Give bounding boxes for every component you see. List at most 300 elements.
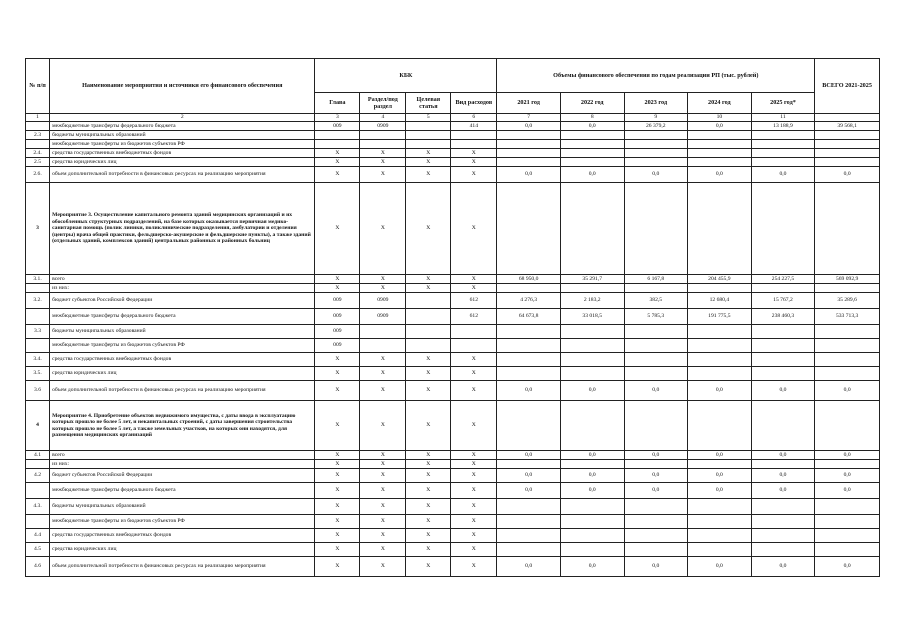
kbk-cell: Х <box>451 451 497 460</box>
kbk-cell: Х <box>406 460 451 469</box>
column-number: 4 <box>360 114 406 122</box>
value-cell: 0,0 <box>751 167 815 183</box>
kbk-cell: Х <box>406 284 451 293</box>
table-row <box>26 401 880 451</box>
row-name: из них: <box>50 460 315 469</box>
value-cell: 4 276,3 <box>497 293 561 309</box>
column-number: 7 <box>497 114 561 122</box>
table-row <box>26 325 880 339</box>
value-cell: 0,0 <box>815 451 880 460</box>
kbk-cell: Х <box>360 167 406 183</box>
value-cell <box>560 499 624 515</box>
value-cell: 533 713,3 <box>815 309 880 325</box>
kbk-cell: Х <box>406 543 451 557</box>
table-row <box>26 284 880 293</box>
kbk-cell: Х <box>315 515 360 529</box>
row-name: межбюджетные трансферты федерального бюджета <box>50 309 315 325</box>
value-cell <box>688 353 752 367</box>
table-row <box>26 275 880 284</box>
value-cell: 6 167,8 <box>624 275 688 284</box>
value-cell <box>815 158 880 167</box>
value-cell <box>497 158 561 167</box>
row-number: 2.6. <box>26 167 50 183</box>
kbk-cell: Х <box>315 381 360 401</box>
kbk-cell: Х <box>315 529 360 543</box>
value-cell <box>751 460 815 469</box>
value-cell: 0,0 <box>751 483 815 499</box>
kbk-cell <box>406 339 451 353</box>
kbk-cell: Х <box>360 557 406 577</box>
row-number: 4 <box>26 401 50 451</box>
value-cell: 0,0 <box>815 167 880 183</box>
value-cell <box>624 401 688 451</box>
value-cell <box>751 515 815 529</box>
value-cell: 0,0 <box>560 469 624 483</box>
row-name: объем дополнительной потребности в финансовых ресурсах на реализацию мероприятия <box>50 381 315 401</box>
value-cell <box>497 284 561 293</box>
kbk-cell: Х <box>406 469 451 483</box>
value-cell: 0,0 <box>624 557 688 577</box>
kbk-cell: Х <box>360 469 406 483</box>
kbk-cell: Х <box>451 284 497 293</box>
row-number <box>26 483 50 499</box>
value-cell: 0,0 <box>560 483 624 499</box>
value-cell <box>751 339 815 353</box>
row-name: межбюджетные трансферты из бюджетов субъектов РФ <box>50 339 315 353</box>
value-cell: 12 680,4 <box>688 293 752 309</box>
column-number: 3 <box>315 114 360 122</box>
value-cell <box>751 183 815 275</box>
kbk-cell: Х <box>360 499 406 515</box>
row-name: бюджеты муниципальных образований <box>50 499 315 515</box>
value-cell <box>497 543 561 557</box>
value-cell: 0,0 <box>624 483 688 499</box>
value-cell <box>815 460 880 469</box>
value-cell <box>560 515 624 529</box>
kbk-col-header: Целевая статья <box>406 93 451 114</box>
kbk-cell: Х <box>406 183 451 275</box>
kbk-cell: Х <box>360 381 406 401</box>
value-cell <box>815 529 880 543</box>
kbk-cell: Х <box>406 158 451 167</box>
value-cell: 0,0 <box>624 469 688 483</box>
kbk-cell: Х <box>406 515 451 529</box>
kbk-cell: Х <box>360 543 406 557</box>
value-cell: 0,0 <box>624 451 688 460</box>
kbk-cell: Х <box>315 483 360 499</box>
row-number: 4.6 <box>26 557 50 577</box>
value-cell <box>560 339 624 353</box>
kbk-cell: Х <box>451 460 497 469</box>
value-cell: 0,0 <box>497 483 561 499</box>
kbk-cell: Х <box>360 367 406 381</box>
kbk-cell: Х <box>315 149 360 158</box>
kbk-cell: Х <box>360 149 406 158</box>
value-cell <box>560 401 624 451</box>
value-cell: 0,0 <box>815 557 880 577</box>
column-number: 11 <box>751 114 815 122</box>
kbk-cell: Х <box>360 275 406 284</box>
kbk-col-header: Глава <box>315 93 360 114</box>
value-cell <box>497 131 561 140</box>
kbk-cell: 009 <box>315 293 360 309</box>
value-cell <box>560 158 624 167</box>
kbk-cell: 0909 <box>360 122 406 131</box>
kbk-cell: 612 <box>451 293 497 309</box>
value-cell: 33 018,5 <box>560 309 624 325</box>
row-number: 3.3 <box>26 325 50 339</box>
value-cell <box>688 140 752 149</box>
value-cell: 13 188,9 <box>751 122 815 131</box>
table-row <box>26 460 880 469</box>
value-cell <box>497 339 561 353</box>
value-cell: 0,0 <box>688 381 752 401</box>
column-number: 6 <box>451 114 497 122</box>
kbk-cell: Х <box>315 183 360 275</box>
kbk-cell: Х <box>315 499 360 515</box>
value-cell: 204 455,9 <box>688 275 752 284</box>
row-name: объем дополнительной потребности в финансовых ресурсах на реализацию мероприятия <box>50 557 315 577</box>
row-number: 4.3. <box>26 499 50 515</box>
kbk-cell: Х <box>451 499 497 515</box>
value-cell <box>624 183 688 275</box>
value-cell <box>815 149 880 158</box>
value-cell: 26 379,2 <box>624 122 688 131</box>
value-cell <box>624 339 688 353</box>
kbk-cell: Х <box>451 167 497 183</box>
volumes-header: Объемы финансового обеспечения по годам реализации РП (тыс. рублей) <box>497 59 815 93</box>
kbk-cell: Х <box>406 275 451 284</box>
value-cell <box>624 460 688 469</box>
value-cell <box>751 499 815 515</box>
value-cell <box>497 149 561 158</box>
value-cell: 0,0 <box>497 469 561 483</box>
kbk-cell <box>406 325 451 339</box>
table-row <box>26 167 880 183</box>
value-cell: 0,0 <box>497 451 561 460</box>
value-cell <box>815 367 880 381</box>
kbk-cell: Х <box>451 381 497 401</box>
kbk-cell <box>360 140 406 149</box>
table-row <box>26 339 880 353</box>
kbk-cell: Х <box>315 460 360 469</box>
value-cell: 0,0 <box>560 557 624 577</box>
row-number: 4.1 <box>26 451 50 460</box>
value-cell <box>815 325 880 339</box>
row-name: средства юридических лиц <box>50 543 315 557</box>
value-cell <box>688 367 752 381</box>
value-cell: 0,0 <box>688 469 752 483</box>
value-cell <box>751 353 815 367</box>
value-cell: 0,0 <box>688 483 752 499</box>
value-cell <box>560 140 624 149</box>
row-number <box>26 284 50 293</box>
kbk-cell: Х <box>315 167 360 183</box>
kbk-cell: Х <box>451 367 497 381</box>
value-cell: 2 183,2 <box>560 293 624 309</box>
table-row <box>26 367 880 381</box>
row-number: 3.2. <box>26 293 50 309</box>
value-cell <box>688 515 752 529</box>
kbk-cell: Х <box>360 401 406 451</box>
row-number <box>26 140 50 149</box>
kbk-cell: 009 <box>315 122 360 131</box>
row-name: межбюджетные трансферты из бюджетов субъектов РФ <box>50 515 315 529</box>
kbk-cell: Х <box>451 557 497 577</box>
kbk-cell: Х <box>406 381 451 401</box>
row-number <box>26 460 50 469</box>
value-cell <box>560 325 624 339</box>
value-cell <box>497 401 561 451</box>
value-cell <box>688 325 752 339</box>
kbk-cell: Х <box>406 353 451 367</box>
value-cell: 382,5 <box>624 293 688 309</box>
value-cell <box>751 543 815 557</box>
kbk-cell: Х <box>451 158 497 167</box>
value-cell <box>497 515 561 529</box>
value-cell <box>751 325 815 339</box>
kbk-cell: Х <box>360 483 406 499</box>
value-cell <box>751 401 815 451</box>
kbk-cell <box>406 309 451 325</box>
value-cell <box>688 529 752 543</box>
column-number: 2 <box>50 114 315 122</box>
kbk-cell <box>315 140 360 149</box>
row-name: бюджеты муниципальных образований <box>50 325 315 339</box>
value-cell <box>624 131 688 140</box>
table-row <box>26 469 880 483</box>
row-name: объем дополнительной потребности в финансовых ресурсах на реализацию мероприятия <box>50 167 315 183</box>
kbk-col-header: Вид расходов <box>451 93 497 114</box>
value-cell <box>560 284 624 293</box>
kbk-cell: 0909 <box>360 293 406 309</box>
year-header: 2024 год <box>688 93 752 114</box>
value-cell <box>560 183 624 275</box>
kbk-cell: Х <box>451 183 497 275</box>
kbk-cell: Х <box>406 167 451 183</box>
kbk-cell: Х <box>406 529 451 543</box>
kbk-cell: Х <box>451 149 497 158</box>
kbk-cell: 414 <box>451 122 497 131</box>
kbk-cell: Х <box>451 515 497 529</box>
table-row <box>26 149 880 158</box>
kbk-cell: Х <box>315 353 360 367</box>
value-cell: 0,0 <box>751 469 815 483</box>
table-row <box>26 515 880 529</box>
value-cell: 15 767,2 <box>751 293 815 309</box>
table-row <box>26 557 880 577</box>
kbk-cell: Х <box>315 469 360 483</box>
kbk-cell: 009 <box>315 309 360 325</box>
kbk-cell: Х <box>315 557 360 577</box>
value-cell: 0,0 <box>815 381 880 401</box>
table-row <box>26 158 880 167</box>
kbk-cell <box>315 131 360 140</box>
row-name: средства государственных внебюджетных фондов <box>50 149 315 158</box>
kbk-cell <box>406 293 451 309</box>
kbk-cell <box>451 339 497 353</box>
value-cell <box>815 401 880 451</box>
value-cell <box>688 284 752 293</box>
value-cell <box>688 339 752 353</box>
kbk-cell <box>360 131 406 140</box>
row-name: Мероприятие 3. Осуществление капитального ремонта зданий медицинских организаций и их обособленных структурных подразделений, на базе которых оказывается первичная медико-санитарная помощь (полик линики, поликлинические подразделения, амбулатории и отделения (центры) врача общей практики, фельдшерско-акушерские и фельдшерские пункты), а также зданий (отдельных зданий, комплексов зданий) центральных районных и районных больниц <box>50 183 315 275</box>
row-name: всего <box>50 451 315 460</box>
row-number: 3.1. <box>26 275 50 284</box>
row-name: межбюджетные трансферты федерального бюджета <box>50 483 315 499</box>
column-number: 10 <box>688 114 752 122</box>
kbk-cell: Х <box>451 529 497 543</box>
kbk-cell: Х <box>406 451 451 460</box>
value-cell: 0,0 <box>497 557 561 577</box>
kbk-cell: Х <box>360 460 406 469</box>
value-cell <box>624 284 688 293</box>
kbk-cell: Х <box>451 483 497 499</box>
value-cell <box>751 367 815 381</box>
kbk-cell: Х <box>315 401 360 451</box>
value-cell <box>560 353 624 367</box>
kbk-cell: Х <box>451 543 497 557</box>
value-cell <box>560 367 624 381</box>
value-cell: 68 950,0 <box>497 275 561 284</box>
row-number: 4.4 <box>26 529 50 543</box>
row-name: средства юридических лиц <box>50 158 315 167</box>
value-cell <box>497 183 561 275</box>
value-cell <box>497 367 561 381</box>
value-cell <box>815 140 880 149</box>
year-header: 2021 год <box>497 93 561 114</box>
table-row <box>26 353 880 367</box>
value-cell <box>497 460 561 469</box>
kbk-cell <box>451 131 497 140</box>
kbk-cell: Х <box>360 451 406 460</box>
value-cell <box>560 543 624 557</box>
row-number: 3.4. <box>26 353 50 367</box>
row-name: бюджет субъектов Российской Федерации <box>50 293 315 309</box>
kbk-cell <box>406 140 451 149</box>
kbk-cell: Х <box>406 401 451 451</box>
col-number-header: № п/п <box>26 59 50 114</box>
value-cell: 0,0 <box>815 469 880 483</box>
year-header: 2025 год* <box>751 93 815 114</box>
column-number: 5 <box>406 114 451 122</box>
value-cell: 64 673,8 <box>497 309 561 325</box>
kbk-cell: 009 <box>315 339 360 353</box>
kbk-cell <box>451 140 497 149</box>
kbk-cell <box>406 122 451 131</box>
kbk-cell: 0909 <box>360 309 406 325</box>
column-number <box>815 114 880 122</box>
value-cell <box>688 183 752 275</box>
value-cell: 238 460,3 <box>751 309 815 325</box>
value-cell <box>497 353 561 367</box>
table-row <box>26 451 880 460</box>
value-cell: 569 092,9 <box>815 275 880 284</box>
value-cell: 0,0 <box>751 451 815 460</box>
value-cell <box>688 131 752 140</box>
column-number: 8 <box>560 114 624 122</box>
row-name: межбюджетные трансферты из бюджетов субъектов РФ <box>50 140 315 149</box>
kbk-cell: Х <box>451 275 497 284</box>
table-row <box>26 140 880 149</box>
table-row <box>26 131 880 140</box>
kbk-cell: Х <box>360 183 406 275</box>
value-cell <box>688 460 752 469</box>
kbk-cell: Х <box>406 483 451 499</box>
kbk-cell: Х <box>360 529 406 543</box>
table-row <box>26 499 880 515</box>
kbk-cell <box>360 325 406 339</box>
value-cell: 0,0 <box>560 122 624 131</box>
table-row <box>26 183 880 275</box>
value-cell: 0,0 <box>751 557 815 577</box>
value-cell: 35 289,6 <box>815 293 880 309</box>
year-header: 2023 год <box>624 93 688 114</box>
row-name: Мероприятие 4. Приобретение объектов недвижимого имущества, с даты ввода в эксплуатацию которых прошло не более 5 лет, и некапитальных строений, с даты завершения строительства которых прошло не более 5 лет, а также земельных участков, на которых они находятся, для размещения медицинских организаций <box>50 401 315 451</box>
kbk-cell: Х <box>315 284 360 293</box>
kbk-cell: Х <box>406 149 451 158</box>
column-number: 9 <box>624 114 688 122</box>
table-row <box>26 309 880 325</box>
kbk-cell: 009 <box>315 325 360 339</box>
value-cell <box>560 460 624 469</box>
value-cell <box>497 140 561 149</box>
value-cell <box>624 353 688 367</box>
row-number <box>26 515 50 529</box>
total-header: ВСЕГО 2021-2025 <box>815 59 880 114</box>
value-cell <box>497 529 561 543</box>
row-number: 2.5 <box>26 158 50 167</box>
table-row <box>26 381 880 401</box>
year-header: 2022 год <box>560 93 624 114</box>
column-number: 1 <box>26 114 50 122</box>
kbk-cell: Х <box>315 275 360 284</box>
value-cell <box>560 131 624 140</box>
value-cell <box>560 149 624 158</box>
document-sheet <box>25 58 880 577</box>
value-cell <box>624 158 688 167</box>
value-cell: 5 785,3 <box>624 309 688 325</box>
value-cell <box>688 499 752 515</box>
kbk-cell: Х <box>360 158 406 167</box>
row-number: 3 <box>26 183 50 275</box>
value-cell <box>751 149 815 158</box>
row-number: 3.6 <box>26 381 50 401</box>
value-cell <box>560 529 624 543</box>
table-row <box>26 483 880 499</box>
table-row <box>26 529 880 543</box>
value-cell <box>815 183 880 275</box>
value-cell: 0,0 <box>688 557 752 577</box>
value-cell <box>624 149 688 158</box>
value-cell: 0,0 <box>688 122 752 131</box>
kbk-col-header: Раздел/под раздел <box>360 93 406 114</box>
value-cell <box>624 499 688 515</box>
value-cell <box>624 325 688 339</box>
kbk-header: КБК <box>315 59 497 93</box>
value-cell <box>624 515 688 529</box>
value-cell <box>815 353 880 367</box>
value-cell: 0,0 <box>751 381 815 401</box>
value-cell: 0,0 <box>560 381 624 401</box>
value-cell: 0,0 <box>560 167 624 183</box>
value-cell <box>815 284 880 293</box>
kbk-cell <box>360 339 406 353</box>
value-cell: 35 291,7 <box>560 275 624 284</box>
value-cell <box>815 543 880 557</box>
value-cell: 191 775,5 <box>688 309 752 325</box>
kbk-cell: Х <box>315 451 360 460</box>
